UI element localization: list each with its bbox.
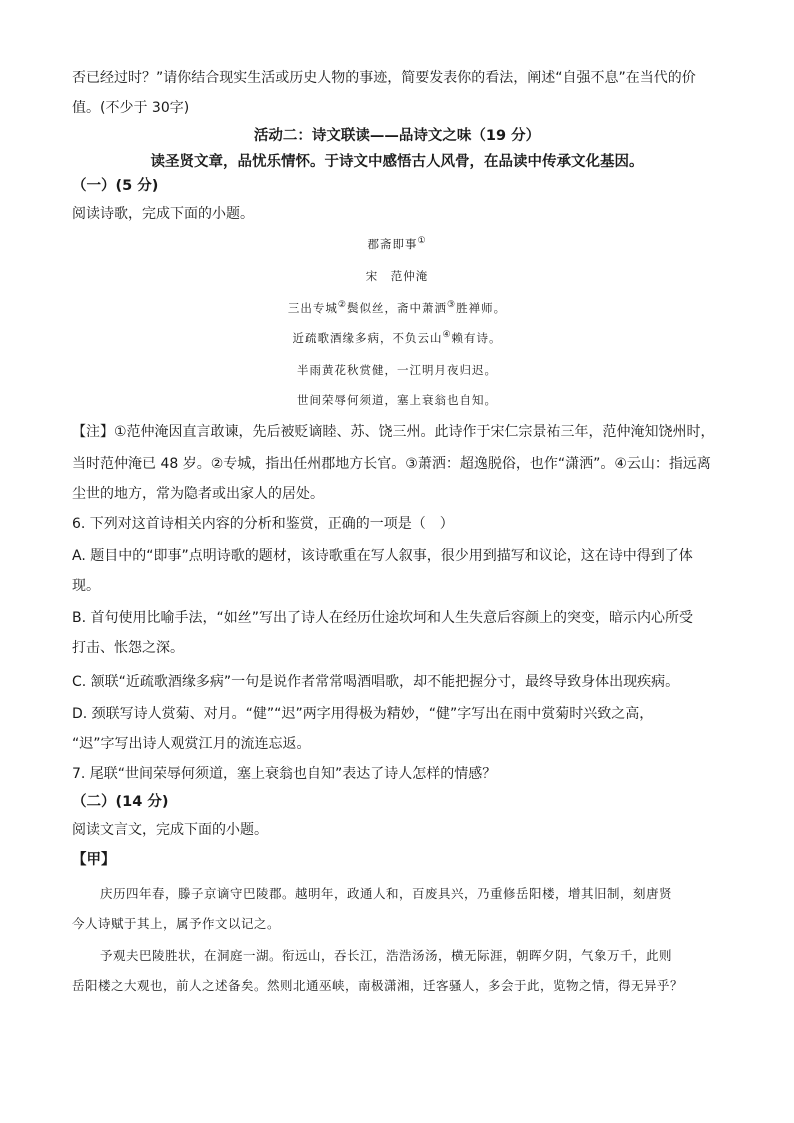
option-d-line-2: “迟”字写出诗人观赏江月的流连忘返。 <box>72 736 311 752</box>
intro-line-2: 值。(不少于 30字) <box>72 100 190 116</box>
section-1-instruction: 阅读诗歌，完成下面的小题。 <box>72 206 254 222</box>
question-6-stem: 6. 下列对这首诗相关内容的分析和鉴赏，正确的一项是（ ） <box>72 516 454 532</box>
option-b-line-1: B. 首句使用比喻手法，“如丝”写出了诗人在经历仕途坎坷和人生失意后容颜上的突变，暗示内心所受 <box>72 610 694 626</box>
poem-line-2: 近疏歌酒缘多病，不负云山④赖有诗。 <box>292 330 502 345</box>
passage-p2-line-1: 予观夫巴陵胜状，在洞庭一湖。衔远山，吞长江，浩浩汤汤，横无际涯，朝晖夕阴，气象万千，此则 <box>100 948 673 963</box>
passage-p1-line-1: 庆历四年春，滕子京谪守巴陵郡。越明年，政通人和，百废具兴，乃重修岳阳楼，增其旧制，刻唐贤 <box>100 886 673 901</box>
poem-line-1: 三出专城②鬓似丝，斋中萧洒③胜禅师。 <box>287 300 507 315</box>
option-a-line-1: A. 题目中的“即事”点明诗歌的题材，该诗歌重在写人叙事，很少用到描写和议论，这在诗中得到了体 <box>72 548 693 564</box>
footnote-marker: ② <box>337 300 347 311</box>
poem-line-3: 半雨黄花秋赏健，一江明月夜归迟。 <box>297 363 497 377</box>
question-7: 7. 尾联“世间荣辱何须道，塞上衰翁也自知”表达了诗人怎样的情感？ <box>72 766 497 782</box>
footnote-marker: ③ <box>447 300 457 311</box>
section-2-instruction: 阅读文言文，完成下面的小题。 <box>72 822 268 838</box>
activity-title: 活动二：诗文联读——品诗文之味（19 分） <box>253 128 541 144</box>
note-line-2: 当时范仲淹已 48 岁。②专城，指出任州郡地方长官。③萧洒：超逸脱俗，也作“潇洒”。④云山：指远离 <box>72 456 711 472</box>
footnote-marker: ④ <box>442 330 452 341</box>
option-d-line-1: D. 颈联写诗人赏菊、对月。“健”“迟”两字用得极为精妙，“健”字写出在雨中赏菊时兴致之高， <box>72 706 654 722</box>
activity-subtitle: 读圣贤文章，品忧乐情怀。于诗文中感悟古人风骨，在品读中传承文化基因。 <box>150 154 644 170</box>
option-c: C. 颔联“近疏歌酒缘多病”一句是说作者常常喝酒唱歌，却不能把握分寸，最终导致身体出现疾病。 <box>72 674 680 690</box>
poem-author: 宋 范仲淹 <box>365 269 429 283</box>
passage-p1-line-2: 今人诗赋于其上，属予作文以记之。 <box>72 916 281 931</box>
section-2-header: （二）(14 分) <box>72 794 169 810</box>
option-a-line-2: 现。 <box>72 578 100 594</box>
passage-label-jia: 【甲】 <box>72 852 116 868</box>
note-line-3: 尘世的地方，常为隐者或出家人的居处。 <box>72 486 324 502</box>
passage-p2-line-2: 岳阳楼之大观也，前人之述备矣。然则北通巫峡，南极潇湘，迁客骚人，多会于此，览物之情，得无异乎？ <box>72 978 684 993</box>
option-b-line-2: 打击、怅怨之深。 <box>72 640 184 656</box>
footnote-marker: ① <box>417 236 427 247</box>
poem-line-4: 世间荣辱何须道，塞上衰翁也自知。 <box>297 393 497 407</box>
intro-line-1: 否已经过时？”请你结合现实生活或历史人物的事迹，简要发表你的看法，阐述“自强不息”在当代的价 <box>72 70 696 86</box>
section-1-header: （一）(5 分) <box>72 178 159 194</box>
poem-title: 郡斋即事① <box>367 236 427 251</box>
note-line-1: 【注】①范仲淹因直言敢谏，先后被贬谪睦、苏、饶三州。此诗作于宋仁宗景祐三年，范仲淹知饶州时， <box>72 424 715 440</box>
